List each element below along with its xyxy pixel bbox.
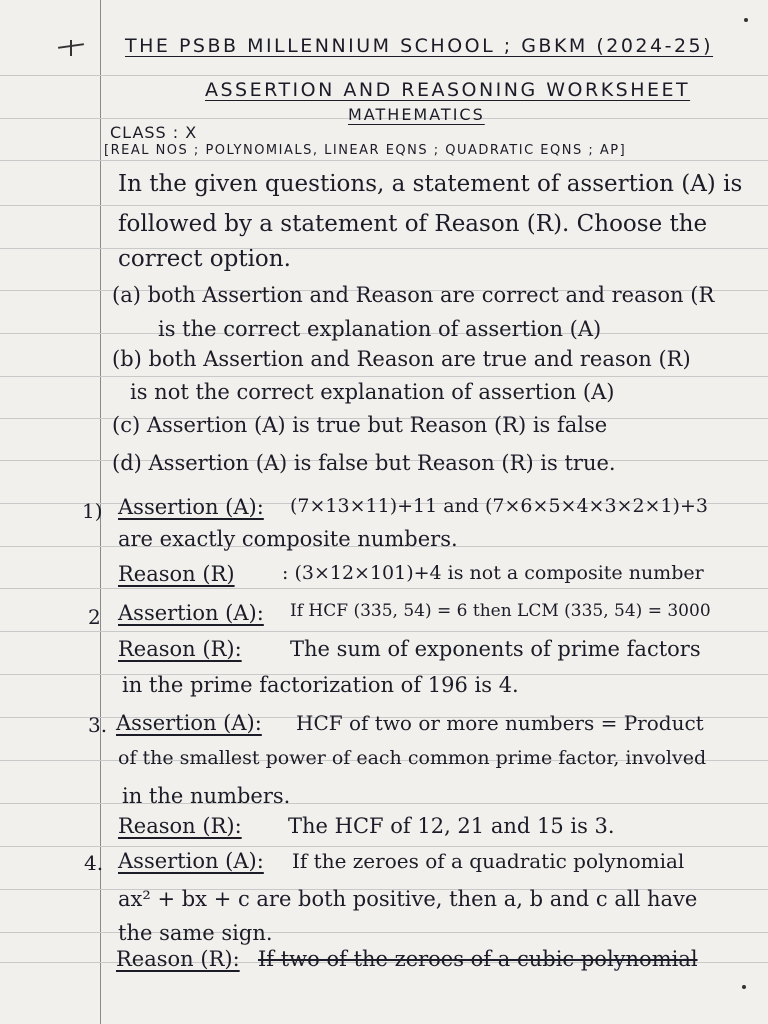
reason-label: Reason (R): — [118, 637, 242, 661]
assertion-label: Assertion (A): — [118, 601, 264, 625]
option-c: (c) Assertion (A) is true but Reason (R) is false — [112, 413, 608, 437]
reason-label: Reason (R): — [118, 814, 242, 838]
ruled-line — [0, 248, 768, 249]
assertion-text: If the zeroes of a quadratic polynomial — [292, 849, 685, 873]
assertion-text: If HCF (335, 54) = 6 then LCM (335, 54) = 3000 — [290, 601, 711, 621]
school-header: THE PSBB MILLENNIUM SCHOOL ; GBKM (2024-25) — [125, 35, 714, 57]
ruled-line — [0, 376, 768, 377]
assertion-text: ax² + bx + c are both positive, then a, b and c all have — [118, 887, 698, 911]
reason-label: Reason (R): — [116, 947, 240, 971]
ruled-line — [0, 846, 768, 847]
reason-label: Reason (R) — [118, 562, 235, 586]
subject-title: MATHEMATICS — [348, 105, 485, 124]
assertion-label: Assertion (A): — [118, 849, 264, 873]
ruled-line — [0, 588, 768, 589]
ruled-line — [0, 75, 768, 76]
question-number: 4. — [84, 851, 104, 875]
instruction-line: followed by a statement of Reason (R). Choose the — [118, 211, 708, 237]
reason-text: The HCF of 12, 21 and 15 is 3. — [288, 814, 615, 838]
chapters-list: [REAL NOS ; POLYNOMIALS, LINEAR EQNS ; QUADRATIC EQNS ; AP] — [104, 143, 627, 158]
assertion-text: in the numbers. — [122, 784, 291, 808]
reason-text: in the prime factorization of 196 is 4. — [122, 673, 519, 697]
option-b: (b) both Assertion and Reason are true and reason (R) — [112, 347, 691, 371]
assertion-text: (7×13×11)+11 and (7×6×5×4×3×2×1)+3 — [290, 495, 708, 517]
question-number: 1) — [82, 499, 103, 523]
option-b-continued: is not the correct explanation of assertion (A) — [130, 380, 615, 404]
option-a-continued: is the correct explanation of assertion (A) — [158, 317, 602, 341]
assertion-text: HCF of two or more numbers = Product — [296, 711, 704, 735]
margin-tick-mark-stem — [70, 40, 72, 56]
question-number: 3. — [88, 713, 108, 737]
ruled-line — [0, 205, 768, 206]
page-speck — [742, 985, 746, 989]
instruction-line: correct option. — [118, 246, 291, 272]
worksheet-title: ASSERTION AND REASONING WORKSHEET — [205, 79, 691, 101]
option-d: (d) Assertion (A) is false but Reason (R) is true. — [112, 451, 616, 475]
page-speck — [744, 18, 748, 22]
class-label: CLASS : X — [110, 123, 198, 142]
assertion-text: of the smallest power of each common prime factor, involved — [118, 747, 707, 769]
ruled-line — [0, 631, 768, 632]
assertion-text: are exactly composite numbers. — [118, 527, 458, 551]
reason-text: If two of the zeroes of a cubic polynomial — [258, 947, 698, 971]
option-a: (a) both Assertion and Reason are correct and reason (R — [112, 283, 715, 307]
reason-text: : (3×12×101)+4 is not a composite number — [282, 562, 704, 584]
assertion-label: Assertion (A): — [118, 495, 264, 519]
ruled-line — [0, 932, 768, 933]
instruction-line: In the given questions, a statement of assertion (A) is — [118, 171, 743, 197]
assertion-text: the same sign. — [118, 921, 273, 945]
question-number: 2 — [88, 605, 101, 629]
assertion-label: Assertion (A): — [116, 711, 262, 735]
ruled-line — [0, 803, 768, 804]
ruled-line — [0, 160, 768, 161]
reason-text: The sum of exponents of prime factors — [290, 637, 701, 661]
